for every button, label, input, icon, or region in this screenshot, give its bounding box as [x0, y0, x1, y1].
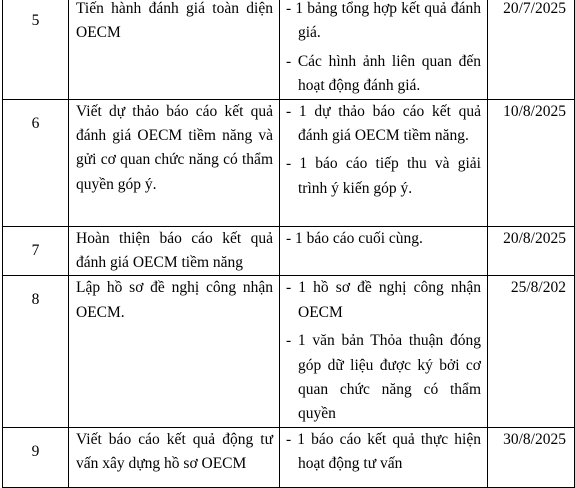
- output-item: - 1 dự thảo báo cáo kết quả đánh giá OECM tiềm năng.: [286, 100, 481, 149]
- output-item: - 1 văn bản Thỏa thuận đóng góp dữ liệu được ký bởi cơ quan chức năng có thẩm quyền: [286, 329, 481, 427]
- output-cell: [280, 0, 488, 99]
- task-text: Hoàn thiện báo cáo kết quả đánh giá OECM tiềm năng: [76, 229, 273, 272]
- task-cell: [69, 0, 280, 99]
- deadline-cell: [488, 99, 575, 226]
- output-cell: [280, 99, 488, 226]
- row-number: 8: [31, 291, 40, 309]
- task-text: Viết dự thảo báo cáo kết quả đánh giá OECM tiềm năng và gửi cơ quan chức năng có thẩm quyền góp ý.: [76, 102, 273, 193]
- table-row: [3, 226, 575, 276]
- output-cell: [280, 276, 488, 427]
- table-row: [3, 276, 575, 427]
- row-number: 5: [31, 12, 40, 29]
- row-number-cell: [3, 226, 69, 276]
- row-number: 9: [31, 442, 40, 460]
- deadline-date: 10/8/2025: [503, 102, 566, 120]
- row-number-cell: [3, 99, 69, 226]
- table-row: [3, 427, 575, 487]
- output-cell: [280, 427, 488, 487]
- task-cell: [69, 427, 280, 487]
- output-item: - Các hình ảnh liên quan đến hoạt động đánh giá.: [286, 50, 481, 99]
- deadline-cell: [488, 276, 575, 427]
- deadline-cell: [488, 226, 575, 276]
- output-item: - 1 báo cáo kết quả thực hiện hoạt động tư vấn: [286, 428, 481, 477]
- output-item: - 1 hồ sơ đề nghị công nhận OECM: [286, 276, 481, 325]
- row-number-cell: [3, 276, 69, 427]
- output-item: - 1 bảng tổng hợp kết quả đánh giá.: [286, 0, 481, 46]
- row-number: 6: [31, 114, 40, 132]
- deadline-date: 20/8/2025: [503, 229, 566, 247]
- row-number-cell: [3, 427, 69, 487]
- task-cell: [69, 276, 280, 427]
- deadline-date: 25/8/202: [510, 279, 566, 297]
- row-number-cell: [3, 0, 69, 99]
- task-text: Tiến hành đánh giá toàn diện OECM: [76, 0, 273, 42]
- task-cell: [69, 99, 280, 226]
- table-row: [3, 0, 575, 99]
- row-number: 7: [31, 241, 40, 259]
- task-cell: [69, 226, 280, 276]
- deadline-date: 30/8/2025: [503, 430, 566, 448]
- task-text: Lập hồ sơ đề nghị công nhận OECM.: [76, 279, 273, 321]
- deadline-date: 20/7/2025: [503, 0, 566, 17]
- activity-table: [2, 0, 575, 488]
- table-row: [3, 99, 575, 226]
- output-item: - 1 báo cáo cuối cùng.: [286, 227, 481, 251]
- deadline-cell: [488, 427, 575, 487]
- deadline-cell: [488, 0, 575, 99]
- output-item: - 1 báo cáo tiếp thu và giải trình ý kiến góp ý.: [286, 152, 481, 201]
- output-cell: [280, 226, 488, 276]
- task-text: Viết báo cáo kết quả động tư vấn xây dựng hồ sơ OECM: [76, 430, 273, 473]
